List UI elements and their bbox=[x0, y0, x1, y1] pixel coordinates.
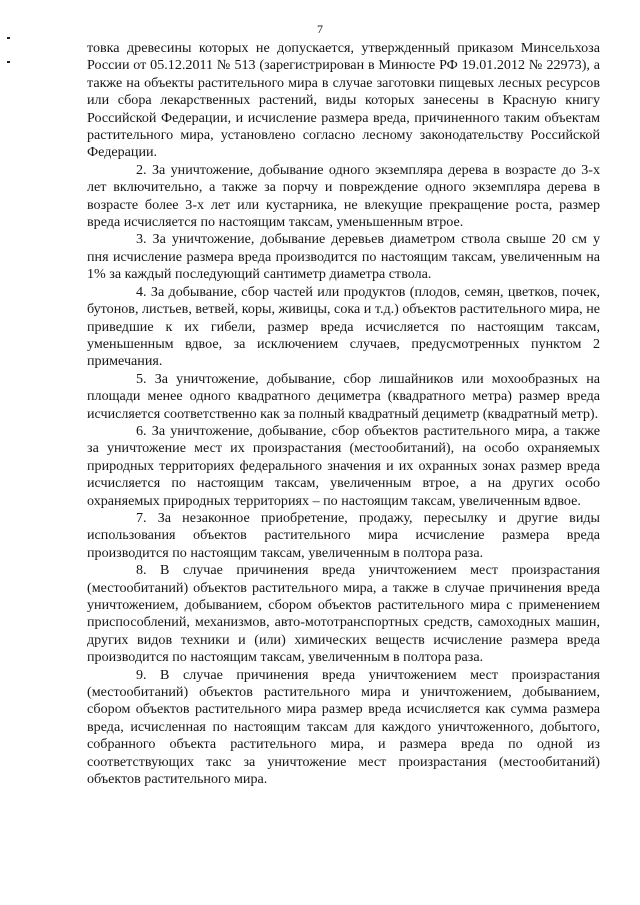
paragraph-note-4: 4. За добывание, сбор частей или продуктов (плодов, семян, цветков, почек, бутонов, листьев, ветвей, коры, живицы, сока и т.д.) объектов растительного мира, не приведшие к их гибели, размер вреда исчисляется по настоящим таксам, уменьшенным вдвое, за исключением случаев, предусмотренных пунктом 2 примечания. bbox=[87, 283, 600, 370]
paragraph-note-8: 8. В случае причинения вреда уничтожением мест произрастания (местообитаний) объектов растительного мира, а также в случае причинения вреда уничтожением, добыванием, сбором объектов растительного мира с применением приспособлений, механизмов, авто-мототранспортных средств, самоходных машин, других видов техники и (или) химических веществ исчисление размера вреда производится по настоящим таксам, увеличенным в полтора раза. bbox=[87, 562, 600, 666]
margin-mark bbox=[7, 61, 10, 63]
paragraph-note-2: 2. За уничтожение, добывание одного экземпляра дерева в возрасте до 3-х лет включительно, а также за порчу и повреждение одного экземпляра дерева в возрасте более 3-х лет или кустарника, не влекущие прекращение роста, размер вреда исчисляется по настоящим таксам, уменьшенным втрое. bbox=[87, 161, 600, 231]
paragraph-continuation: товка древесины которых не допускается, утвержденный приказом Минсельхоза России от 05.12.2011 № 513 (зарегистрирован в Минюсте РФ 19.01.2012 № 22973), а также на объекты растительного мира в случае заготовки пищевых лесных ресурсов или сбора лекарственных растений, виды которых занесены в Красную книгу Российской Федерации, и исчисление размера вреда, причиненного таким объектам растительного мира, установлено согласно лесному законодательству Российской Федерации. bbox=[87, 40, 600, 161]
paragraph-note-3: 3. За уничтожение, добывание деревьев диаметром ствола свыше 20 см у пня исчисление размера вреда производится по настоящим таксам, увеличенным на 1% за каждый последующий сантиметр диаметра ствола. bbox=[87, 231, 600, 283]
paragraph-note-6: 6. За уничтожение, добывание, сбор объектов растительного мира, а также за уничтожение мест их произрастания (местообитаний), на особо охраняемых природных территориях федерального значения и их охранных зонах размер вреда исчисляется по настоящим таксам, увеличенным втрое, а на других особо охраняемых природных территориях – по настоящим таксам, увеличенным вдвое. bbox=[87, 422, 600, 509]
paragraph-note-5: 5. За уничтожение, добывание, сбор лишайников или мохообразных на площади менее одного квадратного дециметра (квадратного метра) размер вреда исчисляется соответственно как за полный квадратный дециметр (квадратный метр). bbox=[87, 370, 600, 422]
paragraph-note-9: 9. В случае причинения вреда уничтожением мест произрастания (местообитаний) объектов растительного мира и уничтожением, добыванием, сбором объектов растительного мира размер вреда исчисляется как сумма размера вреда, исчисленная по настоящим таксам для каждого уничтоженного, добытого, собранного объекта растительного мира, и размера вреда по одной из соответствующих такс за уничтожение мест произрастания (местообитаний) объектов растительного мира. bbox=[87, 666, 600, 788]
document-body bbox=[87, 40, 600, 788]
paragraph-note-7: 7. За незаконное приобретение, продажу, пересылку и другие виды использования объектов растительного мира исчисление размера вреда производится по настоящим таксам, увеличенным в полтора раза. bbox=[87, 509, 600, 561]
page-number: 7 bbox=[317, 22, 323, 36]
margin-mark bbox=[7, 37, 10, 39]
